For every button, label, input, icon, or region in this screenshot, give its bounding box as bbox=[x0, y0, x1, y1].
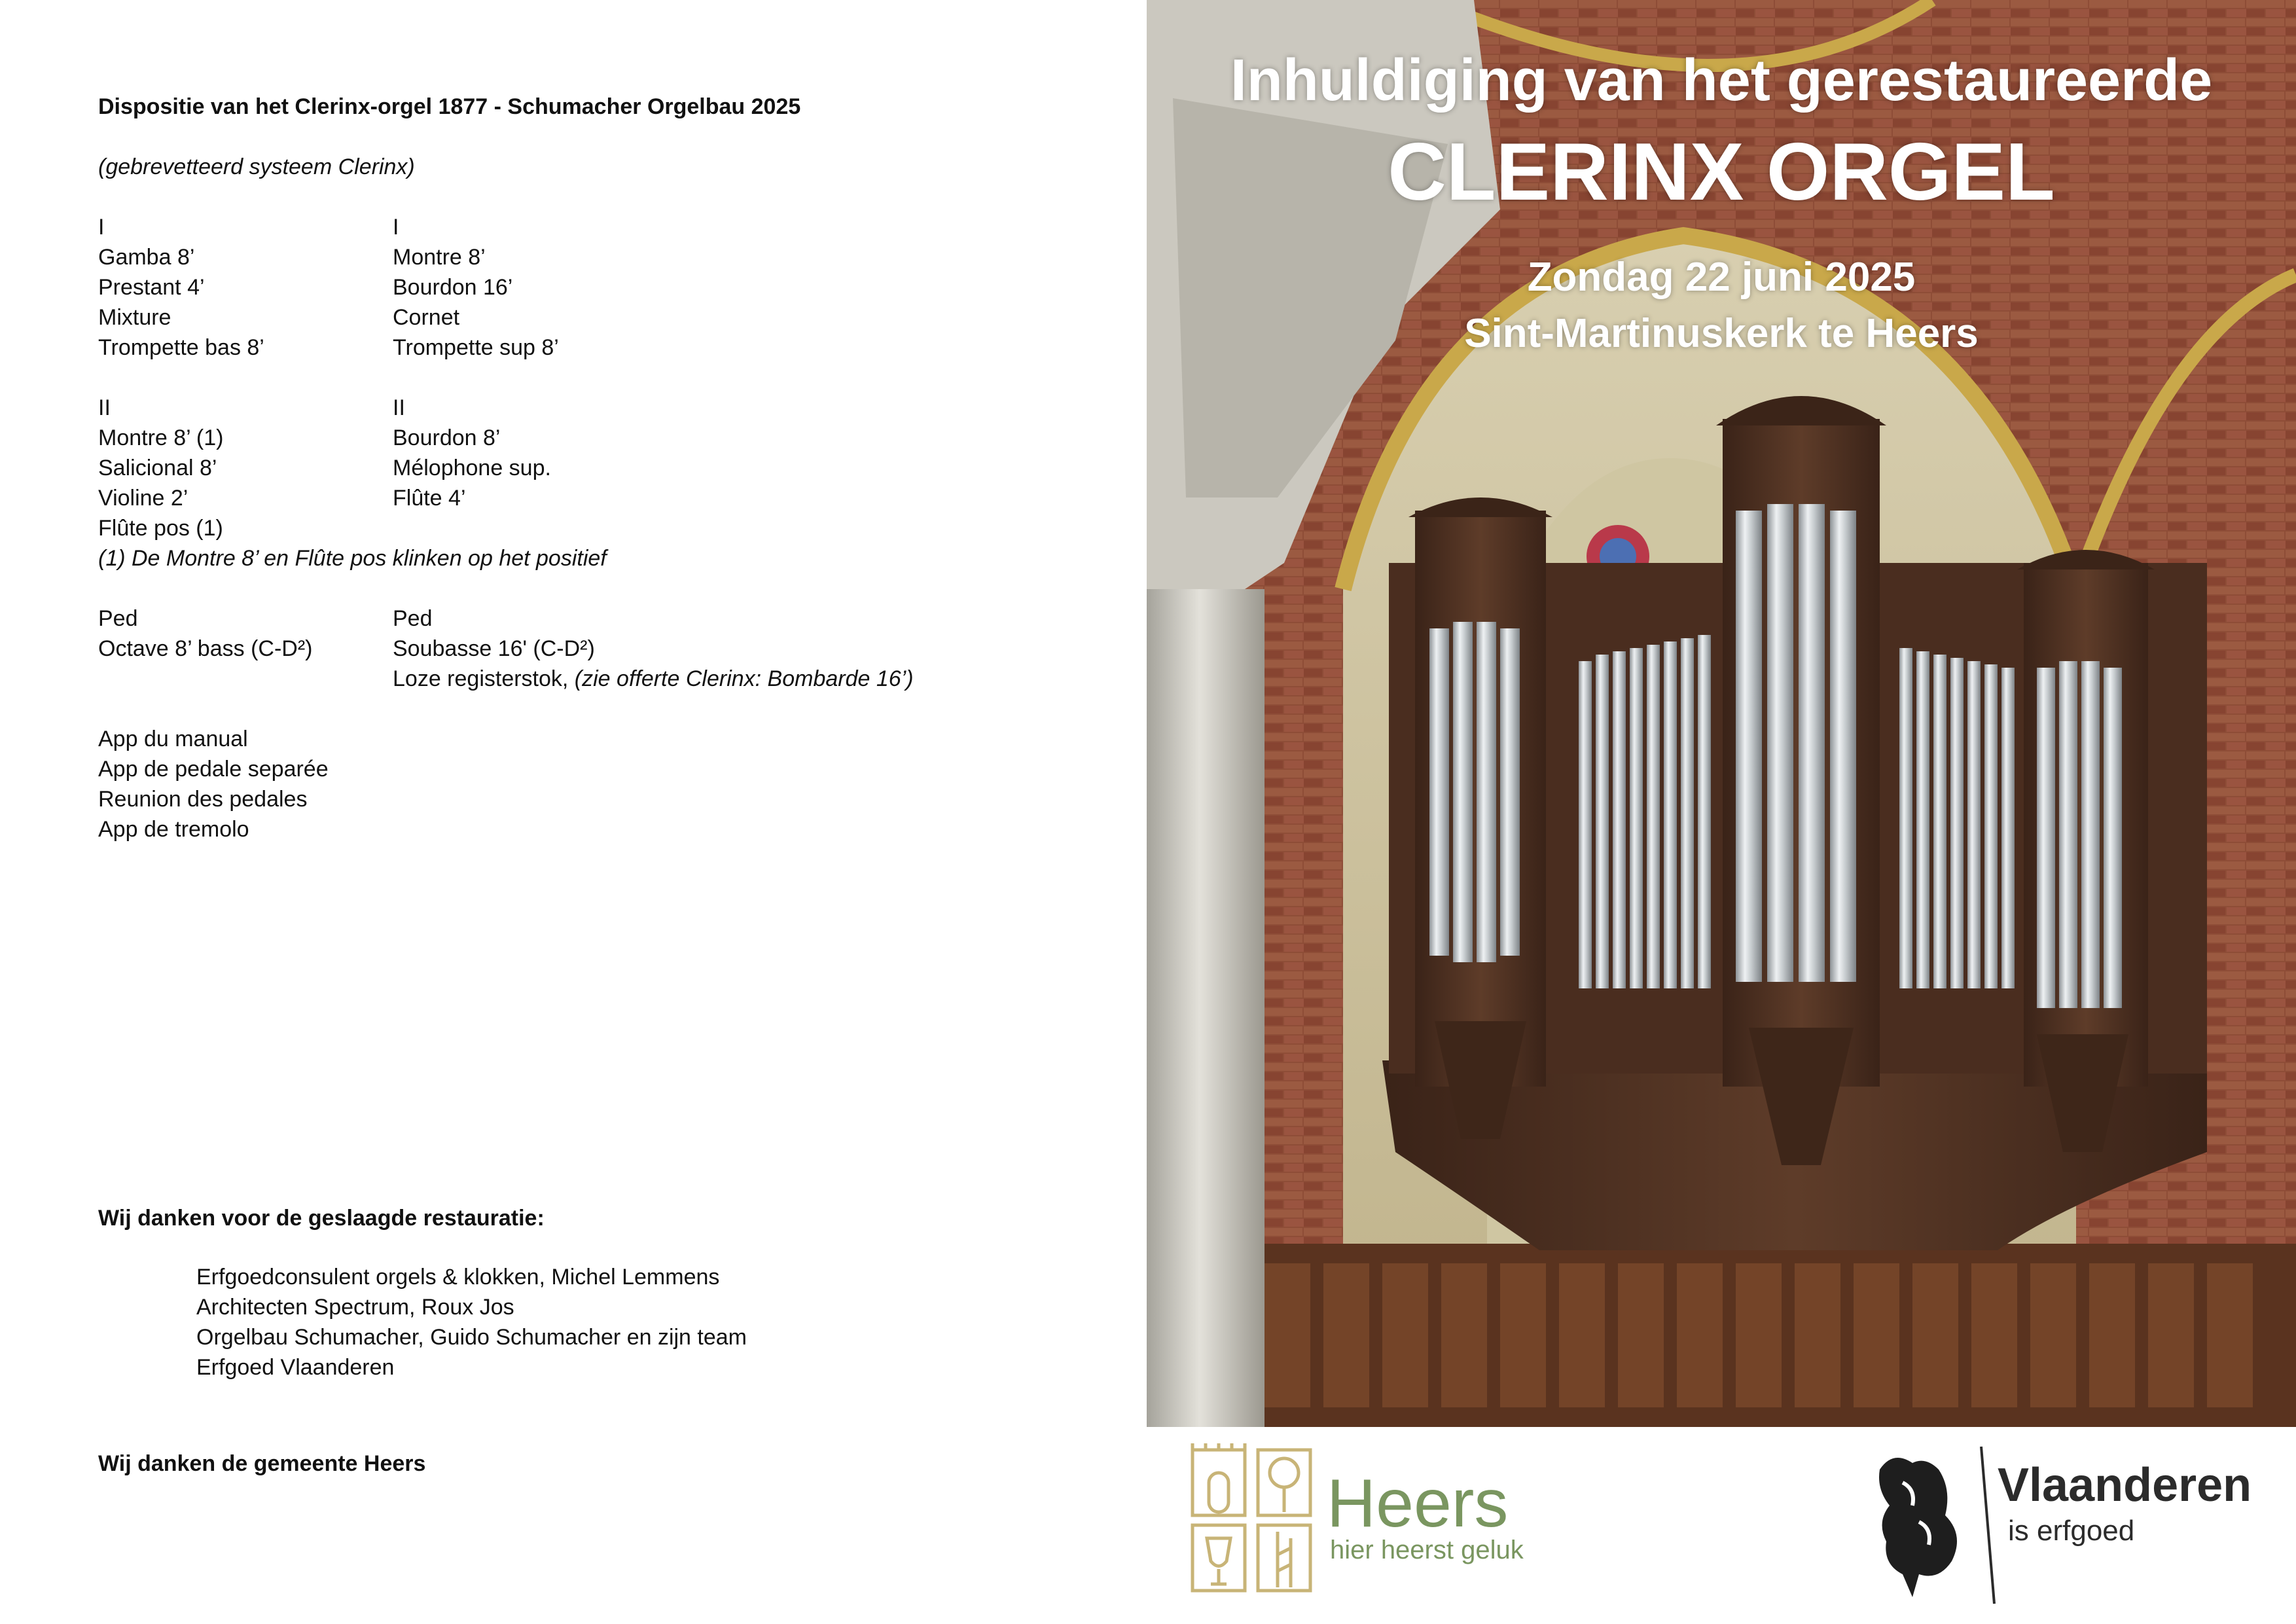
manual2-label-left: II bbox=[98, 395, 111, 420]
cover-title-line2: CLERINX ORGEL bbox=[1388, 127, 2055, 217]
manual2-note: (1) De Montre 8’ en Flûte pos klinken op het positief bbox=[98, 546, 607, 571]
register: Violine 2’ bbox=[98, 486, 188, 511]
coupler: App de tremolo bbox=[98, 817, 249, 842]
manual1-label-left: I bbox=[98, 215, 105, 240]
register: Prestant 4’ bbox=[98, 275, 205, 300]
cover-date: Zondag 22 juni 2025 bbox=[1527, 255, 1916, 300]
register: Montre 8’ bbox=[393, 245, 486, 270]
cover-title-line1: Inhuldiging van het gerestaureerde bbox=[1230, 48, 2213, 113]
disposition-heading: Dispositie van het Clerinx-orgel 1877 - Schumacher Orgelbau 2025 bbox=[98, 94, 801, 119]
register: Bourdon 8’ bbox=[393, 425, 501, 450]
manual1-label-right: I bbox=[393, 215, 399, 240]
register: Montre 8’ (1) bbox=[98, 425, 224, 450]
vlaanderen-name: Vlaanderen bbox=[1998, 1459, 2252, 1511]
coupler: App du manual bbox=[98, 727, 248, 751]
coupler: Reunion des pedales bbox=[98, 787, 308, 812]
heers-tagline: hier heerst geluk bbox=[1330, 1536, 1524, 1564]
thanks-heading: Wij danken voor de geslaagde restauratie: bbox=[98, 1206, 545, 1231]
thanks-item: Orgelbau Schumacher, Guido Schumacher en zijn team bbox=[196, 1325, 747, 1350]
register: Cornet bbox=[393, 305, 460, 330]
register: Salicional 8’ bbox=[98, 456, 217, 480]
thanks-item: Architecten Spectrum, Roux Jos bbox=[196, 1295, 514, 1320]
pedal-label-left: Ped bbox=[98, 606, 138, 631]
register: Mélophone sup. bbox=[393, 456, 551, 480]
thanks-municipality: Wij danken de gemeente Heers bbox=[98, 1451, 426, 1476]
register: Mixture bbox=[98, 305, 171, 330]
organ-photo bbox=[1147, 0, 2296, 1427]
register: Soubasse 16' (C-D²) bbox=[393, 636, 595, 661]
register: Trompette sup 8’ bbox=[393, 335, 559, 360]
register: Flûte 4’ bbox=[393, 486, 466, 511]
thanks-item: Erfgoedconsulent orgels & klokken, Michel Lemmens bbox=[196, 1265, 720, 1290]
pedal-label-right: Ped bbox=[393, 606, 433, 631]
register: Bourdon 16’ bbox=[393, 275, 513, 300]
register: Flûte pos (1) bbox=[98, 516, 223, 541]
pedal-extra-plain: Loze registerstok, bbox=[393, 666, 575, 691]
manual2-label-right: II bbox=[393, 395, 405, 420]
register: Octave 8’ bass (C-D²) bbox=[98, 636, 313, 661]
coupler: App de pedale separée bbox=[98, 757, 329, 782]
heers-name: Heers bbox=[1327, 1466, 1509, 1542]
cover-location: Sint-Martinuskerk te Heers bbox=[1464, 311, 1979, 356]
vlaanderen-tagline: is erfgoed bbox=[2008, 1515, 2135, 1547]
thanks-item: Erfgoed Vlaanderen bbox=[196, 1355, 395, 1380]
disposition-page bbox=[0, 0, 1147, 1624]
cover-page bbox=[1147, 0, 2296, 1624]
register: Trompette bas 8’ bbox=[98, 335, 264, 360]
register: Gamba 8’ bbox=[98, 245, 195, 270]
disposition-subheading: (gebrevetteerd systeem Clerinx) bbox=[98, 154, 415, 179]
pedal-extra-note: (zie offerte Clerinx: Bombarde 16’) bbox=[574, 666, 914, 691]
pedal-extra bbox=[393, 664, 914, 694]
